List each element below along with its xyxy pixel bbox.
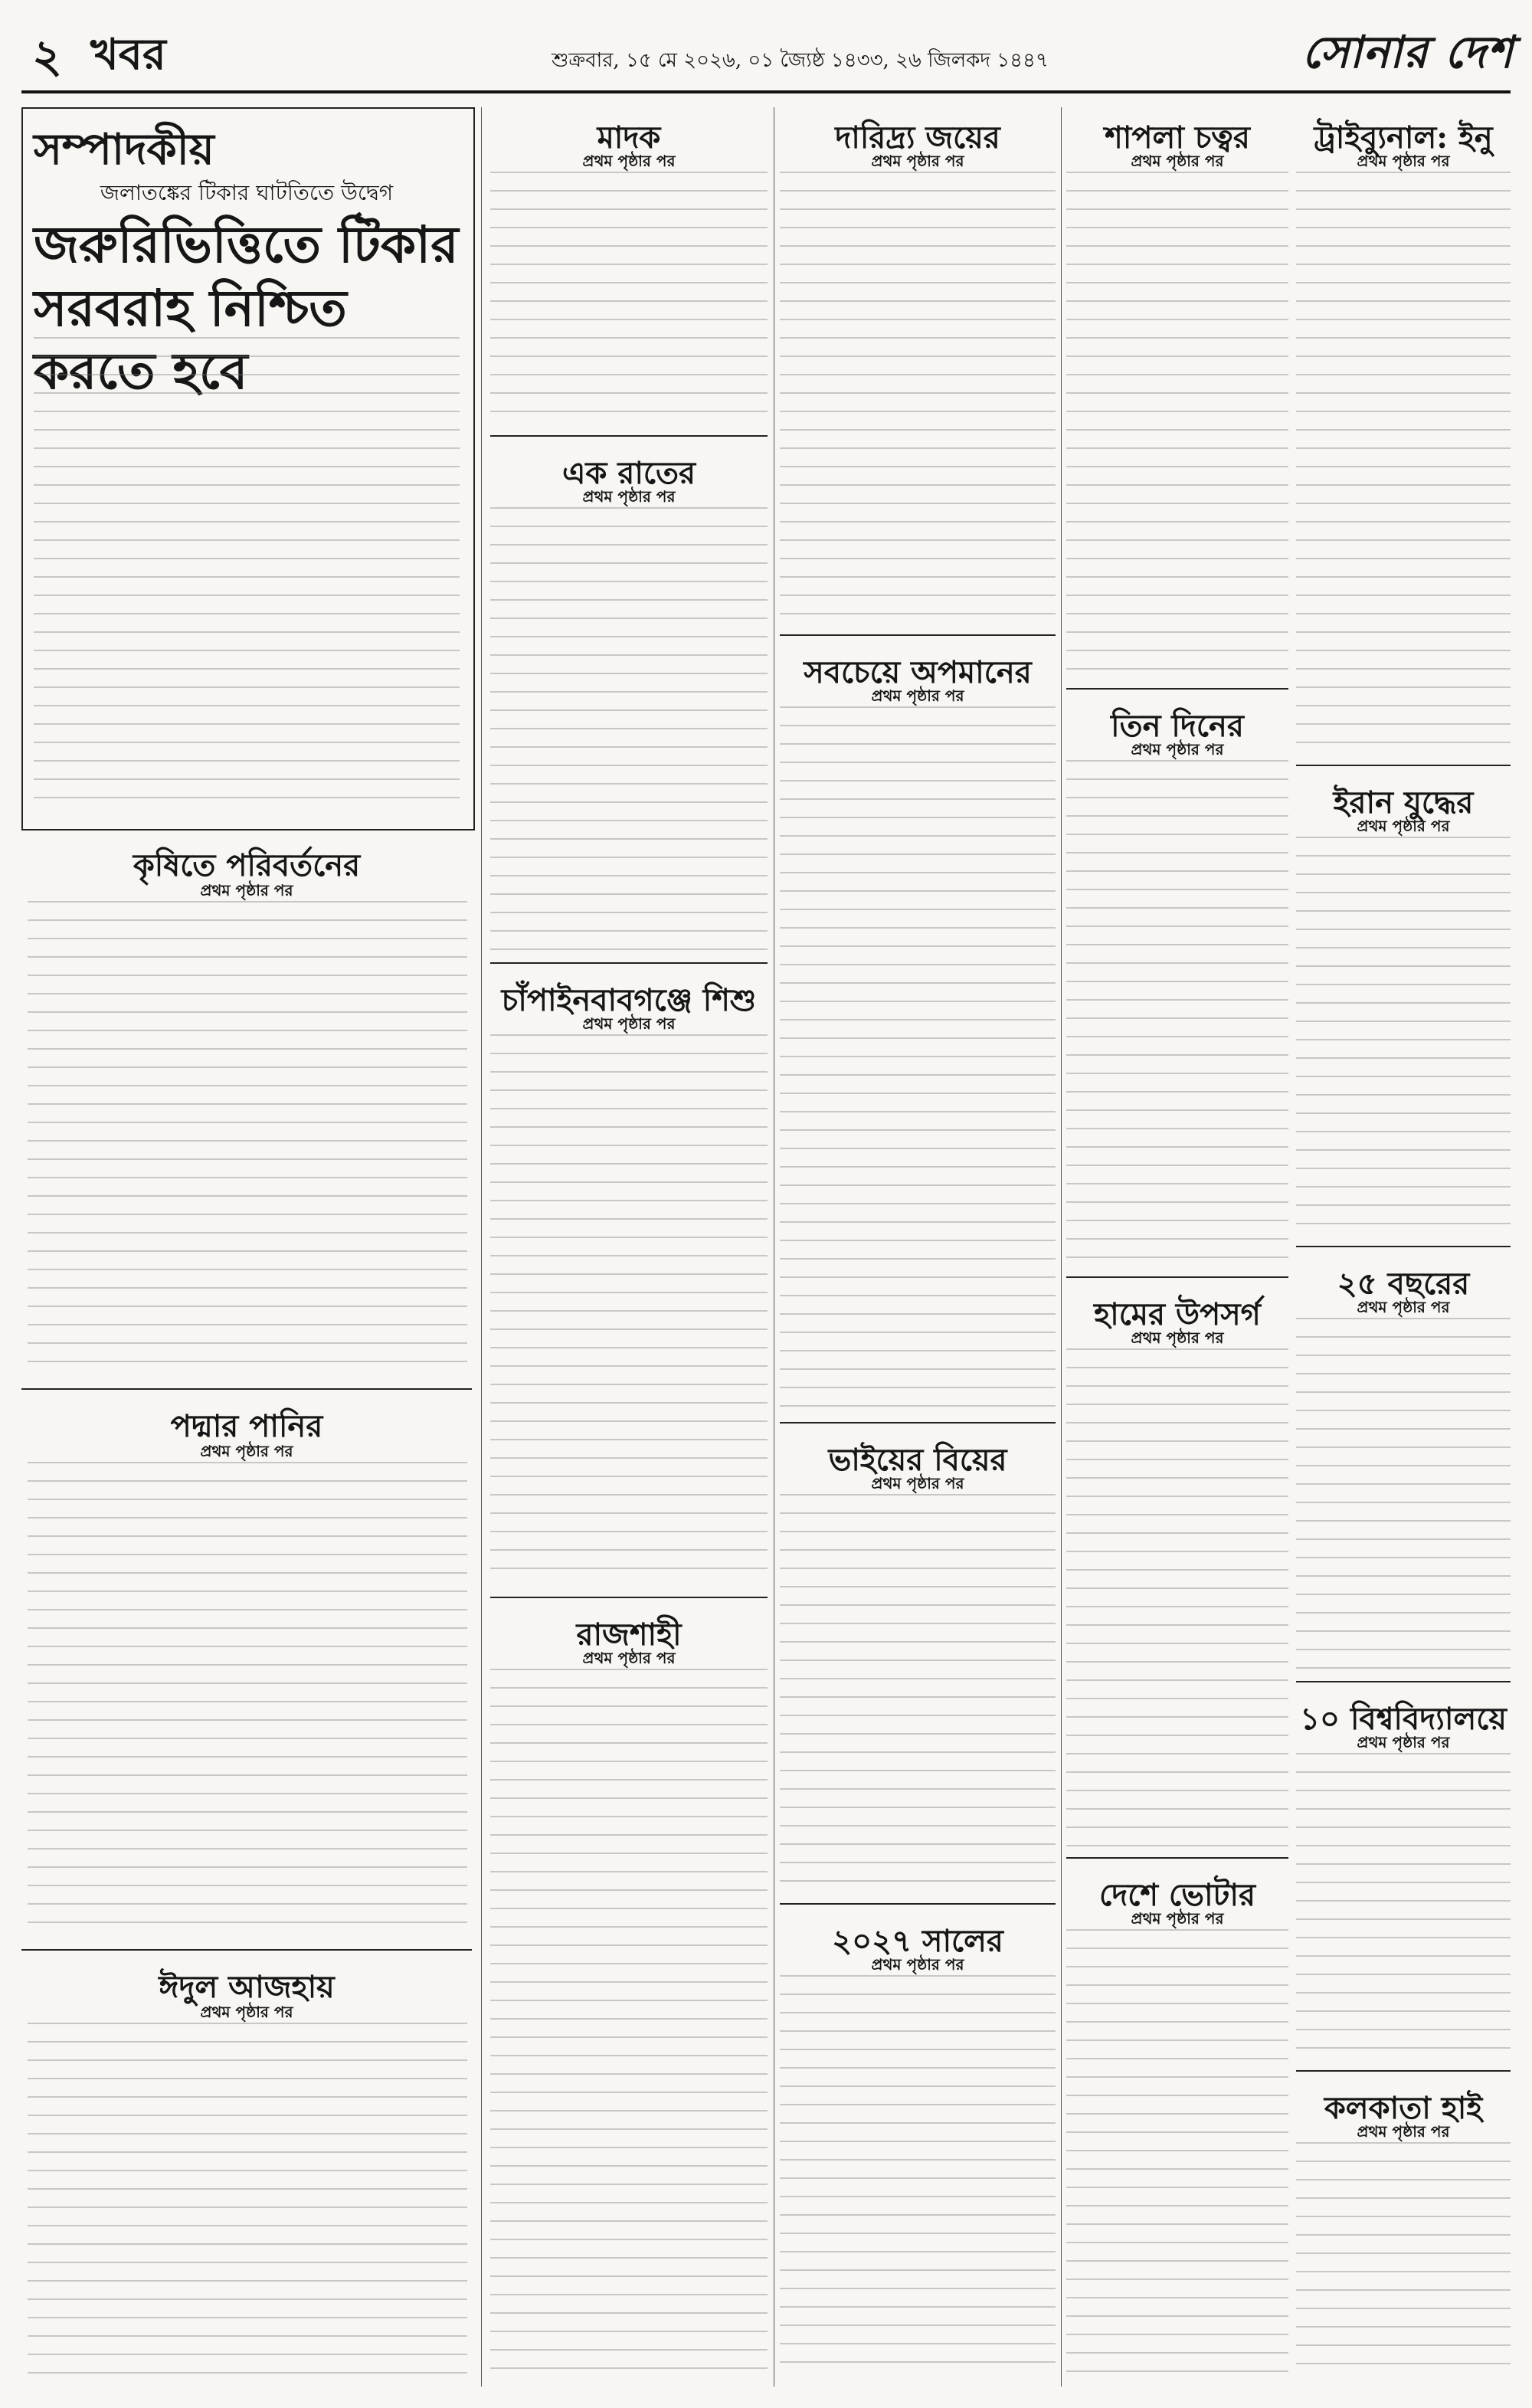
article-title: ঈদুল আজহায় <box>159 1969 335 2005</box>
article-body <box>28 1462 467 1937</box>
continued-label: প্রথম পৃষ্ঠার পর <box>871 1955 964 1974</box>
continued-label: প্রথম পৃষ্ঠার পর <box>1357 817 1450 835</box>
section-divider <box>490 435 768 437</box>
section-divider <box>1296 2070 1511 2072</box>
continued-label: প্রথম পৃষ্ঠার পর <box>582 1649 676 1667</box>
section-divider <box>1296 1681 1511 1682</box>
article-body <box>1066 1348 1288 1846</box>
article-body <box>1066 760 1288 1266</box>
section-divider <box>1066 1276 1288 1278</box>
article-title: তিন দিনের <box>1111 708 1244 744</box>
article-body <box>1296 172 1511 754</box>
article-title: শাপলা চত্বর <box>1105 120 1250 156</box>
article-body <box>490 507 768 952</box>
article-body <box>490 172 768 424</box>
article-body <box>1066 1929 1288 2374</box>
section-divider <box>21 1388 472 1390</box>
continued-label: প্রথম পৃষ্ঠার পর <box>871 152 964 170</box>
section-divider <box>1296 765 1511 766</box>
article-title: দারিদ্র্য জয়ের <box>835 120 1000 156</box>
section-divider <box>1066 1857 1288 1859</box>
article-title: চাঁপাইনবাবগঞ্জে শিশু <box>501 982 757 1018</box>
continued-label: প্রথম পৃষ্ঠার পর <box>200 2003 293 2021</box>
article-body <box>1296 1318 1511 1670</box>
article-body <box>1296 1753 1511 2059</box>
article-title: কলকাতা হাই <box>1324 2090 1483 2126</box>
article-title: পদ্মার পানির <box>170 1408 323 1444</box>
article-title: রাজশাহী <box>576 1617 682 1653</box>
article-title: ১০ বিশ্ববিদ্যালয়ে <box>1300 1701 1507 1737</box>
article-body <box>780 172 1056 624</box>
dateline: শুক্রবার, ১৫ মে ২০২৬, ০১ জ্যৈষ্ঠ ১৪৩৩, ২৬ জিলকদ ১৪৪৭ <box>552 49 1049 72</box>
continued-label: প্রথম পৃষ্ঠার পর <box>200 881 293 899</box>
article-body <box>780 1975 1056 2374</box>
article-body <box>490 1669 768 2374</box>
section-divider <box>490 1597 768 1598</box>
article-title: সবচেয়ে অপমানের <box>804 654 1032 690</box>
article-body <box>34 337 460 812</box>
article-body <box>28 901 467 1376</box>
article-body <box>490 1034 768 1586</box>
article-body <box>780 706 1056 1411</box>
continued-label: প্রথম পৃষ্ঠার পর <box>200 1442 293 1460</box>
section-divider <box>780 1903 1056 1905</box>
continued-label: প্রথম পৃষ্ঠার পর <box>871 1474 964 1492</box>
article-title: কৃষিতে পরিবর্তনের <box>133 847 361 883</box>
article-body <box>780 1494 1056 1892</box>
continued-label: প্রথম পৃষ্ঠার পর <box>1131 152 1224 170</box>
continued-label: প্রথম পৃষ্ঠার পর <box>582 487 676 506</box>
article-body <box>1066 172 1288 677</box>
editorial-headline: জরুরিভিত্তিতে টিকার সরবরাহ নিশ্চিত করতে হবে <box>34 215 459 401</box>
continued-label: প্রথম পৃষ্ঠার পর <box>871 686 964 705</box>
section-divider <box>21 1949 472 1951</box>
continued-label: প্রথম পৃষ্ঠার পর <box>1131 1328 1224 1347</box>
continued-label: প্রথম পৃষ্ঠার পর <box>1357 2122 1450 2141</box>
article-title: হামের উপসর্গ <box>1094 1296 1261 1332</box>
article-title: দেশে ভোটার <box>1099 1877 1255 1913</box>
section-divider <box>780 1422 1056 1424</box>
editorial-label: সম্পাদকীয় <box>34 124 214 175</box>
continued-label: প্রথম পৃষ্ঠার পর <box>582 1014 676 1033</box>
article-title: ট্রাইব্যুনাল: ইনু <box>1314 120 1493 156</box>
section-divider <box>780 634 1056 636</box>
article-body <box>1296 837 1511 1235</box>
continued-label: প্রথম পৃষ্ঠার পর <box>1131 1909 1224 1928</box>
page-number: ২ <box>32 30 63 84</box>
article-title: ইরান যুদ্ধের <box>1333 785 1474 821</box>
column-divider <box>1061 107 1062 2387</box>
section-divider <box>1296 1246 1511 1247</box>
article-body <box>28 2023 467 2375</box>
article-title: ২৫ বছরের <box>1337 1266 1470 1302</box>
continued-label: প্রথম পৃষ্ঠার পর <box>1131 740 1224 758</box>
section-divider <box>490 962 768 964</box>
masthead-logo: সোনার দেশ <box>1301 26 1514 78</box>
column-divider <box>481 107 482 2387</box>
continued-label: প্রথম পৃষ্ঠার পর <box>582 152 676 170</box>
editorial-kicker: জলাতঙ্কের টিকার ঘাটতিতে উদ্বেগ <box>100 180 394 205</box>
article-title: এক রাতের <box>561 455 696 491</box>
article-title: ২০২৭ সালের <box>832 1923 1003 1959</box>
article-title: মাদক <box>597 120 661 156</box>
continued-label: প্রথম পৃষ্ঠার পর <box>1357 1733 1450 1751</box>
section-name: খবর <box>90 29 166 80</box>
continued-label: প্রথম পৃষ্ঠার পর <box>1357 1298 1450 1316</box>
section-divider <box>1066 688 1288 690</box>
article-body <box>1296 2142 1511 2372</box>
article-title: ভাইয়ের বিয়ের <box>828 1442 1007 1478</box>
continued-label: প্রথম পৃষ্ঠার পর <box>1357 152 1450 170</box>
